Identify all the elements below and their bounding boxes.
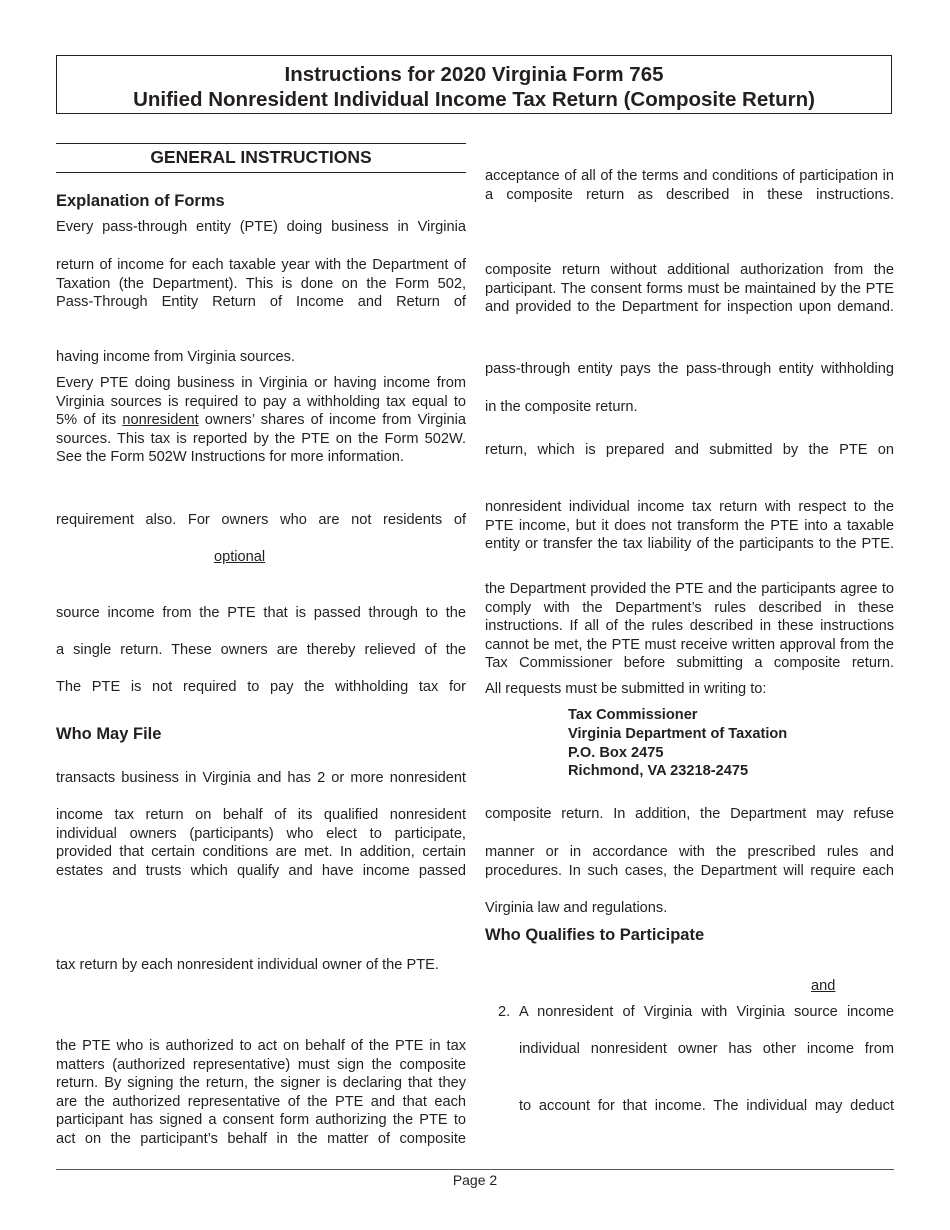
address-line-2: Virginia Department of Taxation xyxy=(568,725,788,742)
section-heading: GENERAL INSTRUCTIONS xyxy=(56,143,466,173)
document-title: Instructions for 2020 Virginia Form 765 xyxy=(284,63,664,86)
left-paragraph-8: a single return. These owners are thereby relieved of the xyxy=(56,642,466,658)
list-item-2-line-3: to account for that income. The individual may deduct xyxy=(519,1098,894,1114)
right-paragraph-2: composite return without additional authorization from the participant. The consent forms must be maintained by the PTE and provided to the Department for inspection upon demand. xyxy=(485,262,894,315)
list-item-2-line-1: A nonresident of Virginia with Virginia source income xyxy=(519,1004,894,1020)
left-paragraph-9: The PTE is not required to pay the withholding tax for xyxy=(56,679,466,695)
left-paragraph-1: Every pass-through entity (PTE) doing business in Virginia xyxy=(56,219,466,235)
left-paragraph-3: having income from Virginia sources. xyxy=(56,349,296,365)
address-line-1: Tax Commissioner xyxy=(568,707,698,723)
address-line-3: P.O. Box 2475 xyxy=(568,744,664,761)
right-paragraph-7: the Department provided the PTE and the participants agree to comply with the Department’s rules described in these instructions. If all of the rules described in these instructions cannot be met, the PTE must receive written approval from the Tax Commissioner before submitting a composite return. xyxy=(485,581,894,671)
document-title-box xyxy=(56,55,892,114)
right-paragraph-11: Virginia law and regulations. xyxy=(485,900,668,916)
right-paragraph-6: nonresident individual income tax return with respect to the PTE income, but it does not transform the PTE into a taxable entity or transfer the tax liability of the participants to the PTE. xyxy=(485,499,894,552)
footer-divider xyxy=(56,1169,894,1170)
left-paragraph-13: the PTE who is authorized to act on behalf of the PTE in tax matters (authorized representative) must sign the composite return. By signing the return, the signer is declaring that they are the authorized representative of the PTE and that each participant has signed a consent form authorizing the PTE to act on the participant’s behalf in the matter of composite xyxy=(56,1038,466,1147)
left-paragraph-4: Every PTE doing business in Virginia or having income from Virginia sources is required to pay a withholding tax equal to 5% of its nonresident owners’ shares of income from Virginia sources. This tax is reported by the PTE on the Form 502W. See the Form 502W Instructions for more information. xyxy=(56,375,466,465)
underlined-nonresident: nonresident xyxy=(122,412,199,428)
heading-who-may-file: Who May File xyxy=(56,725,162,743)
list-item-number: 2. xyxy=(498,1004,511,1020)
left-paragraph-10: transacts business in Virginia and has 2 or more nonresident xyxy=(56,770,466,786)
underlined-and: and xyxy=(811,978,836,994)
list-item-2-line-2: individual nonresident owner has other income from xyxy=(519,1041,894,1057)
left-paragraph-12: tax return by each nonresident individual owner of the PTE. xyxy=(56,957,439,973)
heading-explanation-of-forms: Explanation of Forms xyxy=(56,192,225,210)
right-paragraph-1: acceptance of all of the terms and conditions of participation in a composite return as described in these instructions. xyxy=(485,168,894,203)
right-paragraph-9: composite return. In addition, the Department may refuse xyxy=(485,806,894,822)
address-line-4: Richmond, VA 23218-2475 xyxy=(568,763,749,780)
right-paragraph-4: in the composite return. xyxy=(485,399,638,415)
left-paragraph-11: income tax return on behalf of its qualified nonresident individual owners (participants) who elect to participate, provided that certain conditions are met. In addition, certain estates and trusts which qualify and have income passed xyxy=(56,807,466,879)
right-paragraph-5: return, which is prepared and submitted by the PTE on xyxy=(485,442,894,458)
heading-who-qualifies: Who Qualifies to Participate xyxy=(485,926,705,944)
right-paragraph-8: All requests must be submitted in writing to: xyxy=(485,681,767,697)
left-paragraph-7: source income from the PTE that is passed through to the xyxy=(56,605,466,621)
page-number: Page 2 xyxy=(452,1172,498,1188)
mailing-address xyxy=(568,706,787,781)
left-paragraph-2: return of income for each taxable year with the Department of Taxation (the Department). This is done on the Form 502, Pass-Through Entity Return of Income and Return of xyxy=(56,257,466,310)
right-paragraph-3: pass-through entity pays the pass-through entity withholding xyxy=(485,361,894,377)
left-paragraph-5: requirement also. For owners who are not residents of xyxy=(56,512,466,528)
underlined-optional: optional xyxy=(214,549,266,565)
right-paragraph-10: manner or in accordance with the prescribed rules and procedures. In such cases, the Department will require each xyxy=(485,844,894,879)
document-subtitle: Unified Nonresident Individual Income Tax Return (Composite Return) xyxy=(133,88,815,111)
